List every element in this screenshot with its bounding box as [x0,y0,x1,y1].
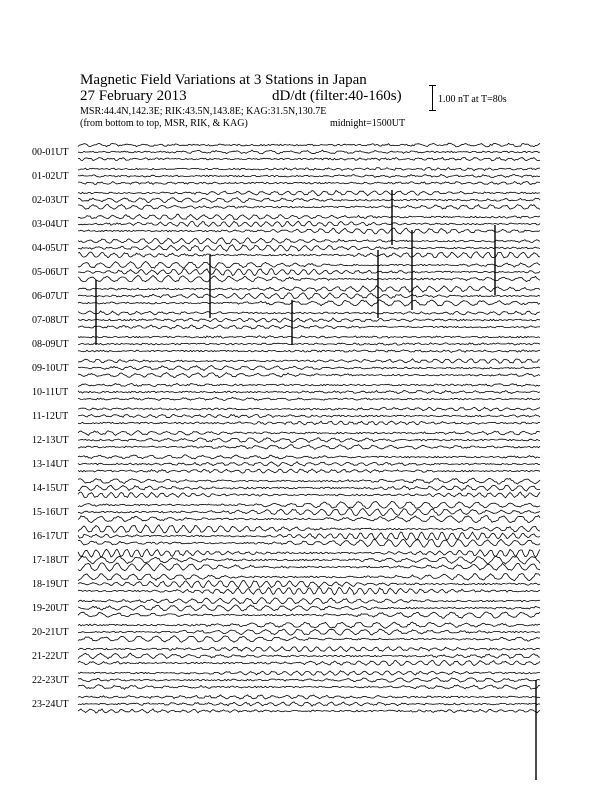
station-trace [78,143,540,147]
hour-label: 22-23UT [32,675,69,686]
hour-label: 19-20UT [32,603,69,614]
hour-label: 17-18UT [32,555,69,566]
parameter-label: dD/dt (filter:40-160s) [272,88,402,104]
station-trace [78,573,540,580]
station-trace [78,300,540,306]
station-trace [78,174,540,177]
station-trace [78,350,540,353]
station-trace [78,660,540,666]
station-trace [78,501,540,508]
hour-label: 18-19UT [32,579,69,590]
station-trace [78,228,540,234]
hour-label: 07-08UT [32,315,69,326]
hour-label: 10-11UT [32,387,69,398]
scale-label: 1.00 nT at T=80s [438,94,507,105]
hour-label: 05-06UT [32,267,69,278]
hour-label: 08-09UT [32,339,69,350]
station-trace [78,407,540,411]
station-trace [78,238,540,244]
station-trace [78,462,540,467]
hour-label: 02-03UT [32,195,69,206]
station-trace [78,384,540,387]
station-trace [78,286,540,293]
hour-label: 15-16UT [32,507,69,518]
station-trace [78,532,540,540]
hour-label: 23-24UT [32,699,69,710]
station-trace [78,485,540,491]
station-trace [78,563,540,571]
hour-label: 16-17UT [32,531,69,542]
station-order-note: (from bottom to top, MSR, RIK, & KAG) [80,118,248,129]
station-trace [78,539,540,547]
station-trace [78,421,540,425]
station-trace [78,366,540,371]
station-trace [78,167,540,170]
station-trace [78,636,540,643]
station-trace [78,438,540,443]
station-trace [78,492,540,498]
station-trace [78,508,540,515]
station-trace [78,612,540,618]
station-trace [78,702,540,706]
station-trace [78,318,540,322]
hour-label: 20-21UT [32,627,69,638]
station-trace [78,150,540,154]
station-trace [78,214,540,220]
station-trace [78,455,540,459]
station-trace [78,709,540,713]
station-trace [78,653,540,659]
chart-title: Magnetic Field Variations at 3 Stations in Japan [80,72,367,88]
station-trace [78,598,540,604]
station-trace [78,262,540,269]
station-trace [78,157,540,160]
station-trace [78,275,540,282]
station-trace [78,391,540,394]
station-trace [78,685,540,690]
hour-label: 21-22UT [32,651,69,662]
station-trace [78,311,540,315]
date-label: 27 February 2013 [80,88,187,104]
station-trace [78,293,540,300]
station-trace [78,587,540,595]
station-trace [78,622,540,628]
hour-label: 09-10UT [32,363,69,374]
station-trace [78,478,540,484]
station-trace [78,205,540,210]
station-trace [78,336,540,339]
hour-label: 14-15UT [32,483,69,494]
station-trace [78,191,540,196]
station-trace [78,252,540,258]
station-trace [78,445,540,450]
station-trace [78,359,540,364]
midnight-note: midnight=1500UT [330,118,406,129]
station-trace [78,343,540,345]
station-trace [78,629,540,635]
station-trace [78,325,540,329]
hour-label: 01-02UT [32,171,69,182]
station-trace [78,581,540,588]
station-trace [78,397,540,400]
station-trace [78,198,540,203]
station-trace [78,525,540,533]
station-trace [78,516,540,523]
station-trace [78,221,540,227]
station-trace [78,469,540,473]
station-trace [78,678,540,683]
station-trace [78,671,540,676]
station-trace [78,181,540,184]
station-trace [78,549,540,557]
station-trace [78,269,540,276]
station-trace [78,605,540,611]
station-trace [78,556,540,564]
station-trace [78,373,540,378]
station-trace [78,245,540,252]
station-coordinates: MSR:44.4N,142.3E; RIK:43.5N,143.8E; KAG:31.5N,130.7E [80,106,327,117]
hour-label: 00-01UT [32,147,69,158]
hour-label: 03-04UT [32,219,69,230]
station-trace [78,431,540,436]
hour-label: 13-14UT [32,459,69,470]
hour-label: 12-13UT [32,435,69,446]
hour-label: 06-07UT [32,291,69,302]
station-trace [78,647,540,652]
station-trace [78,414,540,417]
hour-label: 04-05UT [32,243,69,254]
hour-label: 11-12UT [32,411,69,422]
station-trace [78,695,540,699]
